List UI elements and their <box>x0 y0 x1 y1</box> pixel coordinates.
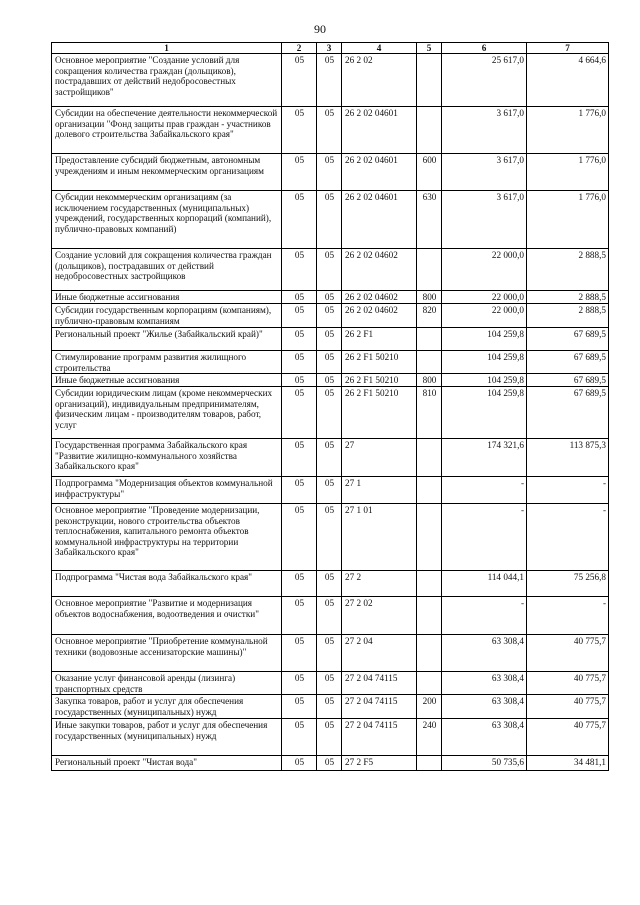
subsection-code: 05 <box>317 374 342 387</box>
expense-type-code: 800 <box>417 374 442 387</box>
amount-col-7: 40 775,7 <box>527 635 609 672</box>
amount-col-7: 40 775,7 <box>527 672 609 695</box>
row-name: Стимулирование программ развития жилищного строительства <box>52 351 282 374</box>
amount-col-7: - <box>527 477 609 504</box>
subsection-code: 05 <box>317 387 342 439</box>
expense-type-code: 630 <box>417 191 442 249</box>
expense-type-code: 240 <box>417 719 442 756</box>
row-name: Субсидии государственным корпорациям (компаниям), публично-правовым компаниям <box>52 304 282 328</box>
target-article-code: 26 2 02 04601 <box>342 191 417 249</box>
expense-type-code: 800 <box>417 291 442 304</box>
amount-col-6: 63 308,4 <box>442 719 527 756</box>
expense-type-code: 600 <box>417 154 442 191</box>
amount-col-7: 113 875,3 <box>527 439 609 477</box>
subsection-code: 05 <box>317 597 342 635</box>
subsection-code: 05 <box>317 571 342 597</box>
section-code: 05 <box>282 374 317 387</box>
amount-col-6: 63 308,4 <box>442 672 527 695</box>
section-code: 05 <box>282 107 317 154</box>
amount-col-6: 22 000,0 <box>442 304 527 328</box>
table-row <box>52 291 609 304</box>
amount-col-6: 3 617,0 <box>442 107 527 154</box>
target-article-code: 26 2 02 04601 <box>342 107 417 154</box>
subsection-code: 05 <box>317 107 342 154</box>
row-name: Предоставление субсидий бюджетным, автономным учреждениям и иным некоммерческим организациям <box>52 154 282 191</box>
section-code: 05 <box>282 571 317 597</box>
expense-type-code: 820 <box>417 304 442 328</box>
amount-col-6: 63 308,4 <box>442 635 527 672</box>
table-row <box>52 54 609 107</box>
row-name: Оказание услуг финансовой аренды (лизинга) транспортных средств <box>52 672 282 695</box>
target-article-code: 27 2 04 74115 <box>342 719 417 756</box>
column-header: 6 <box>442 43 527 54</box>
subsection-code: 05 <box>317 672 342 695</box>
table-row <box>52 387 609 439</box>
expense-type-code: 810 <box>417 387 442 439</box>
expense-type-code <box>417 477 442 504</box>
subsection-code: 05 <box>317 304 342 328</box>
target-article-code: 27 2 <box>342 571 417 597</box>
table-row <box>52 374 609 387</box>
table-row <box>52 504 609 571</box>
amount-col-7: 34 481,1 <box>527 756 609 771</box>
target-article-code: 26 2 02 04601 <box>342 154 417 191</box>
subsection-code: 05 <box>317 351 342 374</box>
row-name: Субсидии юридическим лицам (кроме некоммерческих организаций), индивидуальным предпринимателям, физическим лицам - производителям товаров, работ, услуг <box>52 387 282 439</box>
subsection-code: 05 <box>317 504 342 571</box>
target-article-code: 26 2 F1 <box>342 328 417 351</box>
amount-col-7: 2 888,5 <box>527 291 609 304</box>
section-code: 05 <box>282 54 317 107</box>
section-code: 05 <box>282 635 317 672</box>
section-code: 05 <box>282 154 317 191</box>
amount-col-6: 50 735,6 <box>442 756 527 771</box>
header-row <box>52 43 609 54</box>
amount-col-7: 1 776,0 <box>527 154 609 191</box>
amount-col-6: - <box>442 597 527 635</box>
expense-type-code <box>417 249 442 291</box>
amount-col-6: 104 259,8 <box>442 374 527 387</box>
amount-col-7: 1 776,0 <box>527 107 609 154</box>
amount-col-7: 75 256,8 <box>527 571 609 597</box>
subsection-code: 05 <box>317 439 342 477</box>
column-header: 7 <box>527 43 609 54</box>
amount-col-6: 3 617,0 <box>442 191 527 249</box>
row-name: Подпрограмма "Чистая вода Забайкальского края" <box>52 571 282 597</box>
section-code: 05 <box>282 291 317 304</box>
row-name: Основное мероприятие "Создание условий для сокращения количества граждан (дольщиков), пострадавших от действий недобросовестных застройщиков" <box>52 54 282 107</box>
column-header: 4 <box>342 43 417 54</box>
subsection-code: 05 <box>317 756 342 771</box>
column-header: 1 <box>52 43 282 54</box>
page-number: 90 <box>314 22 326 36</box>
expense-type-code <box>417 504 442 571</box>
amount-col-6: 22 000,0 <box>442 249 527 291</box>
section-code: 05 <box>282 191 317 249</box>
section-code: 05 <box>282 249 317 291</box>
table-row <box>52 719 609 756</box>
subsection-code: 05 <box>317 191 342 249</box>
table-row <box>52 635 609 672</box>
row-name: Иные бюджетные ассигнования <box>52 291 282 304</box>
amount-col-6: 63 308,4 <box>442 695 527 719</box>
subsection-code: 05 <box>317 477 342 504</box>
amount-col-6: 174 321,6 <box>442 439 527 477</box>
amount-col-6: 104 259,8 <box>442 387 527 439</box>
row-name: Субсидии на обеспечение деятельности некоммерческой организации "Фонд защиты прав граждан - участников долевого строительства Забайкальского края" <box>52 107 282 154</box>
target-article-code: 27 2 02 <box>342 597 417 635</box>
amount-col-7: 67 689,5 <box>527 328 609 351</box>
target-article-code: 26 2 02 04602 <box>342 291 417 304</box>
table-row <box>52 597 609 635</box>
expense-type-code <box>417 54 442 107</box>
row-name: Субсидии некоммерческим организациям (за исключением государственных (муниципальных) учреждений, государственных корпораций (компаний), публично-правовых компаний) <box>52 191 282 249</box>
target-article-code: 26 2 F1 50210 <box>342 387 417 439</box>
amount-col-6: 114 044,1 <box>442 571 527 597</box>
section-code: 05 <box>282 351 317 374</box>
amount-col-7: 67 689,5 <box>527 387 609 439</box>
amount-col-7: 4 664,6 <box>527 54 609 107</box>
subsection-code: 05 <box>317 291 342 304</box>
section-code: 05 <box>282 597 317 635</box>
target-article-code: 26 2 F1 50210 <box>342 351 417 374</box>
row-name: Региональный проект "Чистая вода" <box>52 756 282 771</box>
amount-col-7: 67 689,5 <box>527 351 609 374</box>
expense-type-code: 200 <box>417 695 442 719</box>
expense-type-code <box>417 635 442 672</box>
section-code: 05 <box>282 719 317 756</box>
subsection-code: 05 <box>317 719 342 756</box>
row-name: Основное мероприятие "Развитие и модернизация объектов водоснабжения, водоотведения и очистки" <box>52 597 282 635</box>
section-code: 05 <box>282 504 317 571</box>
amount-col-7: 2 888,5 <box>527 249 609 291</box>
expense-type-code <box>417 756 442 771</box>
target-article-code: 26 2 02 04602 <box>342 249 417 291</box>
amount-col-7: 67 689,5 <box>527 374 609 387</box>
section-code: 05 <box>282 672 317 695</box>
section-code: 05 <box>282 328 317 351</box>
subsection-code: 05 <box>317 695 342 719</box>
row-name: Региональный проект "Жилье (Забайкальский край)" <box>52 328 282 351</box>
table-row <box>52 672 609 695</box>
table-row <box>52 107 609 154</box>
table-row <box>52 695 609 719</box>
target-article-code: 26 2 F1 50210 <box>342 374 417 387</box>
expense-type-code <box>417 597 442 635</box>
target-article-code: 27 2 F5 <box>342 756 417 771</box>
column-header: 5 <box>417 43 442 54</box>
column-header: 3 <box>317 43 342 54</box>
section-code: 05 <box>282 695 317 719</box>
table-row <box>52 191 609 249</box>
target-article-code: 27 2 04 74115 <box>342 672 417 695</box>
row-name: Иные закупки товаров, работ и услуг для обеспечения государственных (муниципальных) нужд <box>52 719 282 756</box>
row-name: Основное мероприятие "Проведение модернизации, реконструкции, нового строительства объектов теплоснабжения, капитального ремонта объектов коммунальной инфраструктуры на территории Забайкальского края" <box>52 504 282 571</box>
target-article-code: 27 1 01 <box>342 504 417 571</box>
section-code: 05 <box>282 756 317 771</box>
row-name: Подпрограмма "Модернизация объектов коммунальной инфраструктуры" <box>52 477 282 504</box>
amount-col-7: - <box>527 597 609 635</box>
expense-type-code <box>417 672 442 695</box>
amount-col-6: 104 259,8 <box>442 328 527 351</box>
target-article-code: 27 2 04 <box>342 635 417 672</box>
amount-col-6: 104 259,8 <box>442 351 527 374</box>
table-row <box>52 304 609 328</box>
table-row <box>52 571 609 597</box>
amount-col-7: 2 888,5 <box>527 304 609 328</box>
expense-type-code <box>417 351 442 374</box>
target-article-code: 26 2 02 <box>342 54 417 107</box>
subsection-code: 05 <box>317 249 342 291</box>
table-row <box>52 249 609 291</box>
row-name: Иные бюджетные ассигнования <box>52 374 282 387</box>
subsection-code: 05 <box>317 54 342 107</box>
amount-col-6: 3 617,0 <box>442 154 527 191</box>
row-name: Основное мероприятие "Приобретение коммунальной техники (водовозные ассенизаторские машины)" <box>52 635 282 672</box>
table-row <box>52 328 609 351</box>
expense-type-code <box>417 107 442 154</box>
amount-col-7: 1 776,0 <box>527 191 609 249</box>
section-code: 05 <box>282 439 317 477</box>
target-article-code: 27 <box>342 439 417 477</box>
expense-type-code <box>417 328 442 351</box>
section-code: 05 <box>282 387 317 439</box>
table-row <box>52 477 609 504</box>
row-name: Создание условий для сокращения количества граждан (дольщиков), пострадавших от действий недобросовестных застройщиков <box>52 249 282 291</box>
amount-col-6: - <box>442 477 527 504</box>
subsection-code: 05 <box>317 635 342 672</box>
table-row <box>52 154 609 191</box>
target-article-code: 26 2 02 04602 <box>342 304 417 328</box>
expense-type-code <box>417 439 442 477</box>
expense-type-code <box>417 571 442 597</box>
column-header: 2 <box>282 43 317 54</box>
subsection-code: 05 <box>317 154 342 191</box>
target-article-code: 27 2 04 74115 <box>342 695 417 719</box>
budget-table <box>51 42 609 771</box>
section-code: 05 <box>282 477 317 504</box>
table-row <box>52 756 609 771</box>
row-name: Государственная программа Забайкальского края "Развитие жилищно-коммунального хозяйства Забайкальского края" <box>52 439 282 477</box>
amount-col-7: - <box>527 504 609 571</box>
section-code: 05 <box>282 304 317 328</box>
amount-col-6: - <box>442 504 527 571</box>
amount-col-6: 22 000,0 <box>442 291 527 304</box>
table-row <box>52 351 609 374</box>
amount-col-6: 25 617,0 <box>442 54 527 107</box>
target-article-code: 27 1 <box>342 477 417 504</box>
amount-col-7: 40 775,7 <box>527 719 609 756</box>
row-name: Закупка товаров, работ и услуг для обеспечения государственных (муниципальных) нужд <box>52 695 282 719</box>
amount-col-7: 40 775,7 <box>527 695 609 719</box>
subsection-code: 05 <box>317 328 342 351</box>
table-row <box>52 439 609 477</box>
